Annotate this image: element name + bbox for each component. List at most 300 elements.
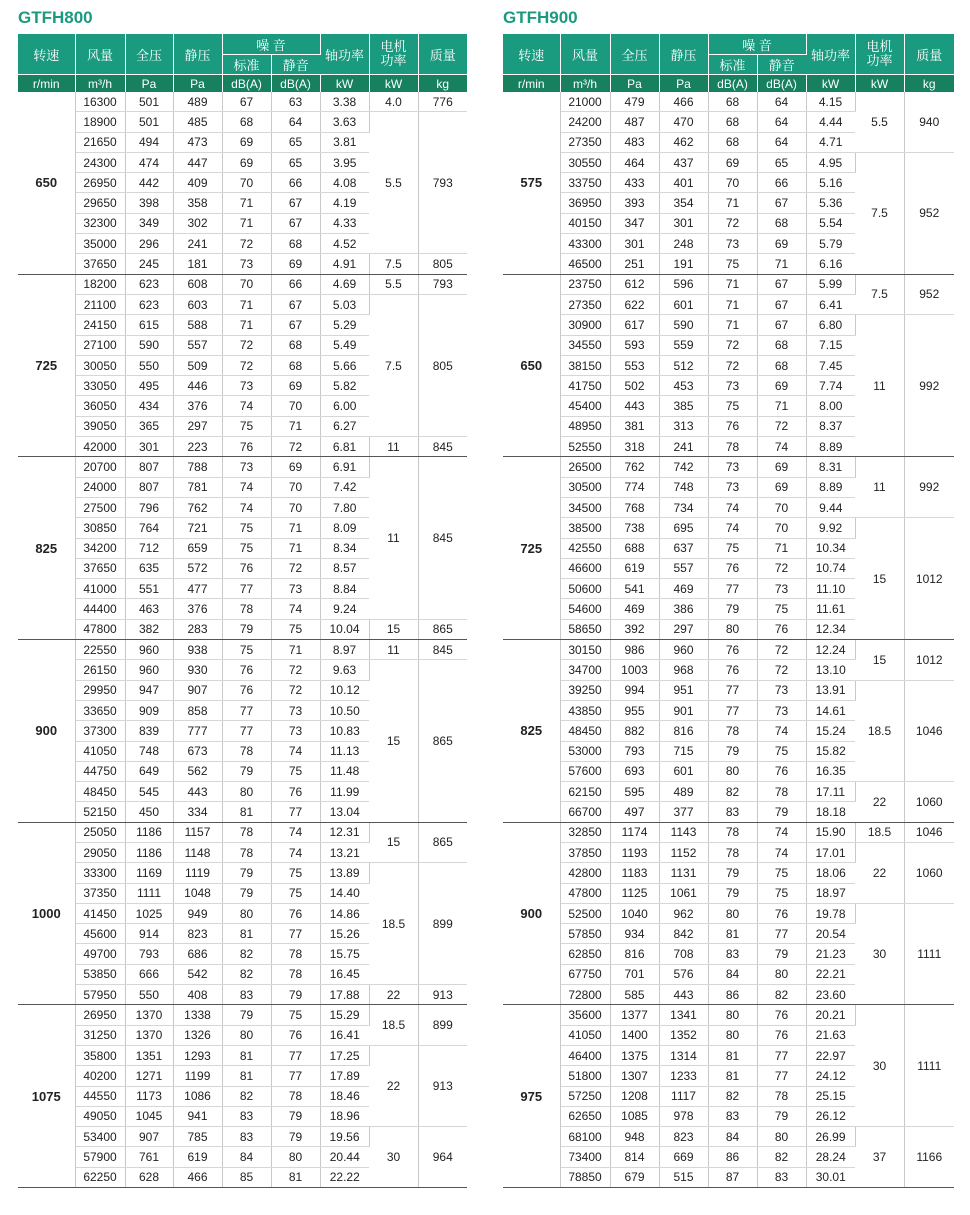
motor-power-cell: 7.5 (369, 294, 418, 436)
static-pressure-cell: 734 (659, 497, 708, 517)
total-pressure-cell: 748 (125, 741, 173, 761)
static-pressure-cell: 559 (659, 335, 708, 355)
noise-standard-cell: 81 (222, 924, 271, 944)
airflow-cell: 45600 (75, 924, 125, 944)
noise-standard-cell: 76 (708, 416, 757, 436)
shaft-power-cell: 4.08 (320, 173, 369, 193)
static-pressure-cell: 515 (659, 1167, 708, 1187)
total-pressure-cell: 628 (125, 1167, 173, 1187)
total-pressure-cell: 762 (610, 457, 659, 477)
motor-power-cell: 30 (369, 1127, 418, 1188)
noise-standard-cell: 76 (708, 640, 757, 660)
noise-quiet-cell: 78 (757, 782, 806, 802)
static-pressure-cell: 1352 (659, 1025, 708, 1045)
noise-standard-cell: 80 (708, 1005, 757, 1025)
airflow-cell: 53000 (560, 741, 610, 761)
static-pressure-cell: 477 (173, 579, 222, 599)
shaft-power-cell: 22.97 (806, 1045, 855, 1065)
noise-quiet-cell: 75 (757, 741, 806, 761)
static-pressure-cell: 437 (659, 152, 708, 172)
airflow-cell: 46500 (560, 254, 610, 274)
noise-quiet-cell: 70 (271, 396, 320, 416)
table-row (503, 457, 954, 477)
shaft-power-cell: 3.38 (320, 92, 369, 112)
total-pressure-cell: 994 (610, 680, 659, 700)
total-pressure-cell: 541 (610, 579, 659, 599)
airflow-cell: 48950 (560, 416, 610, 436)
noise-standard-cell: 73 (222, 254, 271, 274)
noise-quiet-cell: 76 (757, 619, 806, 639)
total-pressure-cell: 774 (610, 477, 659, 497)
airflow-cell: 32850 (560, 822, 610, 842)
noise-quiet-cell: 73 (757, 680, 806, 700)
noise-quiet-cell: 75 (757, 599, 806, 619)
noise-quiet-cell: 77 (757, 1045, 806, 1065)
static-pressure-cell: 721 (173, 518, 222, 538)
static-pressure-cell: 181 (173, 254, 222, 274)
static-pressure-cell: 941 (173, 1106, 222, 1126)
noise-quiet-cell: 80 (757, 1127, 806, 1147)
static-pressure-cell: 1326 (173, 1025, 222, 1045)
static-pressure-cell: 951 (659, 680, 708, 700)
static-pressure-cell: 248 (659, 234, 708, 254)
noise-quiet-cell: 72 (271, 660, 320, 680)
airflow-cell: 36950 (560, 193, 610, 213)
noise-quiet-cell: 71 (271, 640, 320, 660)
airflow-cell: 33300 (75, 863, 125, 883)
shaft-power-cell: 18.18 (806, 802, 855, 822)
noise-quiet-cell: 68 (757, 335, 806, 355)
static-pressure-cell: 1157 (173, 822, 222, 842)
total-pressure-cell: 1400 (610, 1025, 659, 1045)
total-pressure-cell: 1375 (610, 1045, 659, 1065)
mass-cell: 913 (418, 985, 467, 1005)
unit-cell: Pa (659, 75, 708, 93)
noise-quiet-cell: 80 (757, 964, 806, 984)
airflow-cell: 18200 (75, 274, 125, 294)
static-pressure-cell: 1148 (173, 842, 222, 862)
noise-standard-cell: 79 (708, 741, 757, 761)
static-pressure-cell: 762 (173, 497, 222, 517)
noise-quiet-cell: 69 (757, 376, 806, 396)
shaft-power-cell: 9.44 (806, 497, 855, 517)
mass-cell: 992 (904, 457, 954, 518)
unit-cell: m³/h (75, 75, 125, 93)
noise-standard-cell: 69 (222, 152, 271, 172)
shaft-power-cell: 16.45 (320, 964, 369, 984)
mass-cell: 865 (418, 822, 467, 863)
unit-cell: kW (806, 75, 855, 93)
airflow-cell: 37650 (75, 558, 125, 578)
airflow-cell: 25050 (75, 822, 125, 842)
airflow-cell: 42000 (75, 437, 125, 457)
total-pressure-cell: 1111 (125, 883, 173, 903)
shaft-power-cell: 15.26 (320, 924, 369, 944)
noise-standard-cell: 78 (708, 721, 757, 741)
shaft-power-cell: 17.89 (320, 1066, 369, 1086)
airflow-cell: 52500 (560, 903, 610, 923)
header-total-pressure: 全压 (125, 34, 173, 75)
total-pressure-cell: 545 (125, 782, 173, 802)
airflow-cell: 44750 (75, 761, 125, 781)
airflow-cell: 57850 (560, 924, 610, 944)
noise-standard-cell: 71 (708, 193, 757, 213)
header-noise-quiet: 静音 (271, 55, 320, 75)
airflow-cell: 21650 (75, 132, 125, 152)
airflow-cell: 27350 (560, 294, 610, 314)
unit-cell: kW (369, 75, 418, 93)
noise-standard-cell: 83 (222, 1106, 271, 1126)
static-pressure-cell: 241 (173, 234, 222, 254)
noise-standard-cell: 71 (708, 315, 757, 335)
motor-power-cell: 11 (369, 640, 418, 660)
header-noise-standard: 标准 (222, 55, 271, 75)
shaft-power-cell: 8.09 (320, 518, 369, 538)
noise-quiet-cell: 82 (757, 1147, 806, 1167)
noise-quiet-cell: 67 (271, 213, 320, 233)
table-row (18, 1005, 467, 1025)
speed-cell: 650 (18, 92, 75, 274)
airflow-cell: 54600 (560, 599, 610, 619)
total-pressure-cell: 1040 (610, 903, 659, 923)
airflow-cell: 33750 (560, 173, 610, 193)
total-pressure-cell: 701 (610, 964, 659, 984)
noise-quiet-cell: 77 (271, 924, 320, 944)
mass-cell: 940 (904, 92, 954, 152)
airflow-cell: 33050 (75, 376, 125, 396)
total-pressure-cell: 245 (125, 254, 173, 274)
airflow-cell: 26150 (75, 660, 125, 680)
noise-standard-cell: 72 (222, 335, 271, 355)
mass-cell: 845 (418, 437, 467, 457)
motor-power-cell: 30 (855, 1005, 904, 1127)
shaft-power-cell: 8.89 (806, 477, 855, 497)
table-row (503, 640, 954, 660)
shaft-power-cell: 17.88 (320, 985, 369, 1005)
total-pressure-cell: 914 (125, 924, 173, 944)
total-pressure-cell: 550 (125, 985, 173, 1005)
shaft-power-cell: 9.63 (320, 660, 369, 680)
noise-quiet-cell: 70 (271, 477, 320, 497)
header-static-pressure: 静压 (659, 34, 708, 75)
static-pressure-cell: 385 (659, 396, 708, 416)
noise-quiet-cell: 65 (271, 132, 320, 152)
noise-standard-cell: 78 (222, 842, 271, 862)
shaft-power-cell: 16.35 (806, 761, 855, 781)
noise-standard-cell: 85 (222, 1167, 271, 1187)
noise-standard-cell: 80 (708, 619, 757, 639)
shaft-power-cell: 18.97 (806, 883, 855, 903)
total-pressure-cell: 585 (610, 985, 659, 1005)
shaft-power-cell: 19.78 (806, 903, 855, 923)
noise-quiet-cell: 77 (271, 1045, 320, 1065)
total-pressure-cell: 398 (125, 193, 173, 213)
airflow-cell: 57600 (560, 761, 610, 781)
table-row (503, 92, 954, 112)
motor-power-cell: 22 (369, 985, 418, 1005)
airflow-cell: 29950 (75, 680, 125, 700)
noise-standard-cell: 67 (222, 92, 271, 112)
total-pressure-cell: 807 (125, 477, 173, 497)
airflow-cell: 47800 (75, 619, 125, 639)
noise-standard-cell: 83 (222, 1127, 271, 1147)
static-pressure-cell: 608 (173, 274, 222, 294)
noise-standard-cell: 80 (222, 1025, 271, 1045)
airflow-cell: 30050 (75, 355, 125, 375)
static-pressure-cell: 297 (659, 619, 708, 639)
noise-quiet-cell: 76 (757, 1005, 806, 1025)
mass-cell: 1060 (904, 782, 954, 823)
static-pressure-cell: 1143 (659, 822, 708, 842)
shaft-power-cell: 6.81 (320, 437, 369, 457)
table-row (18, 1045, 467, 1065)
noise-standard-cell: 86 (708, 985, 757, 1005)
shaft-power-cell: 4.33 (320, 213, 369, 233)
static-pressure-cell: 960 (659, 640, 708, 660)
total-pressure-cell: 816 (610, 944, 659, 964)
noise-standard-cell: 84 (222, 1147, 271, 1167)
total-pressure-cell: 469 (610, 599, 659, 619)
shaft-power-cell: 5.79 (806, 234, 855, 254)
noise-quiet-cell: 78 (271, 1086, 320, 1106)
static-pressure-cell: 601 (659, 294, 708, 314)
static-pressure-cell: 1341 (659, 1005, 708, 1025)
motor-power-cell: 18.5 (855, 680, 904, 781)
shaft-power-cell: 4.15 (806, 92, 855, 112)
shaft-power-cell: 15.24 (806, 721, 855, 741)
airflow-cell: 48450 (75, 782, 125, 802)
table-row (18, 640, 467, 660)
shaft-power-cell: 13.04 (320, 802, 369, 822)
mass-cell: 865 (418, 660, 467, 822)
shaft-power-cell: 10.34 (806, 538, 855, 558)
noise-quiet-cell: 69 (757, 477, 806, 497)
airflow-cell: 34700 (560, 660, 610, 680)
motor-power-cell: 5.5 (855, 92, 904, 152)
unit-cell: Pa (173, 75, 222, 93)
noise-standard-cell: 77 (222, 700, 271, 720)
airflow-cell: 34550 (560, 335, 610, 355)
total-pressure-cell: 1045 (125, 1106, 173, 1126)
table-row (18, 1127, 467, 1147)
total-pressure-cell: 443 (610, 396, 659, 416)
shaft-power-cell: 15.82 (806, 741, 855, 761)
static-pressure-cell: 557 (659, 558, 708, 578)
table-row (503, 782, 954, 802)
speed-cell: 900 (18, 640, 75, 823)
total-pressure-cell: 1174 (610, 822, 659, 842)
shaft-power-cell: 7.42 (320, 477, 369, 497)
mass-cell: 793 (418, 112, 467, 254)
shaft-power-cell: 6.00 (320, 396, 369, 416)
noise-standard-cell: 72 (708, 213, 757, 233)
total-pressure-cell: 1377 (610, 1005, 659, 1025)
noise-quiet-cell: 71 (271, 538, 320, 558)
header-motor-power: 电机 功率 (855, 34, 904, 75)
static-pressure-cell: 715 (659, 741, 708, 761)
noise-standard-cell: 75 (222, 518, 271, 538)
noise-quiet-cell: 68 (757, 213, 806, 233)
speed-cell: 975 (503, 1005, 560, 1188)
airflow-cell: 26500 (560, 457, 610, 477)
motor-power-cell: 18.5 (369, 863, 418, 985)
static-pressure-cell: 962 (659, 903, 708, 923)
airflow-cell: 27500 (75, 497, 125, 517)
noise-quiet-cell: 67 (757, 294, 806, 314)
shaft-power-cell: 4.52 (320, 234, 369, 254)
noise-quiet-cell: 71 (757, 254, 806, 274)
airflow-cell: 41000 (75, 579, 125, 599)
motor-power-cell: 4.0 (369, 92, 418, 112)
mass-cell: 1012 (904, 518, 954, 640)
shaft-power-cell: 8.00 (806, 396, 855, 416)
table-body (503, 92, 954, 1188)
noise-quiet-cell: 69 (757, 234, 806, 254)
static-pressure-cell: 1314 (659, 1045, 708, 1065)
airflow-cell: 41050 (560, 1025, 610, 1045)
motor-power-cell: 11 (369, 437, 418, 457)
airflow-cell: 34200 (75, 538, 125, 558)
noise-quiet-cell: 67 (271, 315, 320, 335)
shaft-power-cell: 11.13 (320, 741, 369, 761)
static-pressure-cell: 542 (173, 964, 222, 984)
noise-quiet-cell: 73 (271, 700, 320, 720)
shaft-power-cell: 6.80 (806, 315, 855, 335)
shaft-power-cell: 20.44 (320, 1147, 369, 1167)
noise-standard-cell: 73 (222, 457, 271, 477)
airflow-cell: 34500 (560, 497, 610, 517)
airflow-cell: 29050 (75, 842, 125, 862)
shaft-power-cell: 19.56 (320, 1127, 369, 1147)
noise-quiet-cell: 79 (271, 1106, 320, 1126)
total-pressure-cell: 464 (610, 152, 659, 172)
table-title: GTFH800 (18, 8, 93, 27)
shaft-power-cell: 3.63 (320, 112, 369, 132)
total-pressure-cell: 615 (125, 315, 173, 335)
noise-standard-cell: 78 (222, 599, 271, 619)
header-motor-power: 电机 功率 (369, 34, 418, 75)
airflow-cell: 18900 (75, 112, 125, 132)
total-pressure-cell: 649 (125, 761, 173, 781)
noise-quiet-cell: 74 (757, 822, 806, 842)
noise-quiet-cell: 71 (271, 416, 320, 436)
noise-quiet-cell: 82 (757, 985, 806, 1005)
total-pressure-cell: 442 (125, 173, 173, 193)
airflow-cell: 57250 (560, 1086, 610, 1106)
total-pressure-cell: 551 (125, 579, 173, 599)
airflow-cell: 73400 (560, 1147, 610, 1167)
speed-cell: 725 (18, 274, 75, 457)
total-pressure-cell: 934 (610, 924, 659, 944)
airflow-cell: 52150 (75, 802, 125, 822)
table-row (18, 619, 467, 639)
airflow-cell: 51800 (560, 1066, 610, 1086)
noise-quiet-cell: 71 (757, 396, 806, 416)
airflow-cell: 24200 (560, 112, 610, 132)
static-pressure-cell: 1199 (173, 1066, 222, 1086)
shaft-power-cell: 5.36 (806, 193, 855, 213)
noise-standard-cell: 79 (222, 619, 271, 639)
airflow-cell: 33650 (75, 700, 125, 720)
static-pressure-cell: 509 (173, 355, 222, 375)
noise-quiet-cell: 75 (271, 863, 320, 883)
noise-quiet-cell: 76 (757, 761, 806, 781)
noise-quiet-cell: 73 (271, 721, 320, 741)
noise-standard-cell: 74 (708, 518, 757, 538)
static-pressure-cell: 673 (173, 741, 222, 761)
noise-quiet-cell: 79 (757, 1106, 806, 1126)
shaft-power-cell: 8.37 (806, 416, 855, 436)
static-pressure-cell: 489 (659, 782, 708, 802)
noise-standard-cell: 80 (708, 903, 757, 923)
static-pressure-cell: 781 (173, 477, 222, 497)
shaft-power-cell: 18.06 (806, 863, 855, 883)
static-pressure-cell: 301 (659, 213, 708, 233)
speed-cell: 900 (503, 822, 560, 1005)
noise-quiet-cell: 74 (757, 437, 806, 457)
total-pressure-cell: 593 (610, 335, 659, 355)
total-pressure-cell: 960 (125, 640, 173, 660)
noise-standard-cell: 77 (708, 579, 757, 599)
total-pressure-cell: 796 (125, 497, 173, 517)
header-noise: 噪 音 (222, 34, 320, 55)
total-pressure-cell: 693 (610, 761, 659, 781)
noise-standard-cell: 78 (222, 822, 271, 842)
noise-standard-cell: 75 (708, 254, 757, 274)
noise-quiet-cell: 72 (271, 437, 320, 457)
noise-standard-cell: 83 (708, 802, 757, 822)
total-pressure-cell: 553 (610, 355, 659, 375)
motor-power-cell: 15 (855, 640, 904, 681)
speed-cell: 575 (503, 92, 560, 274)
noise-standard-cell: 86 (708, 1147, 757, 1167)
noise-standard-cell: 71 (222, 294, 271, 314)
static-pressure-cell: 469 (659, 579, 708, 599)
noise-quiet-cell: 71 (757, 538, 806, 558)
static-pressure-cell: 462 (659, 132, 708, 152)
shaft-power-cell: 22.22 (320, 1167, 369, 1187)
noise-quiet-cell: 74 (271, 822, 320, 842)
shaft-power-cell: 24.12 (806, 1066, 855, 1086)
table-row (18, 92, 467, 112)
airflow-cell: 38500 (560, 518, 610, 538)
noise-quiet-cell: 83 (757, 1167, 806, 1187)
total-pressure-cell: 619 (610, 558, 659, 578)
noise-standard-cell: 87 (708, 1167, 757, 1187)
static-pressure-cell: 1061 (659, 883, 708, 903)
shaft-power-cell: 4.95 (806, 152, 855, 172)
static-pressure-cell: 823 (173, 924, 222, 944)
static-pressure-cell: 313 (659, 416, 708, 436)
mass-cell: 865 (418, 619, 467, 639)
total-pressure-cell: 1186 (125, 822, 173, 842)
static-pressure-cell: 512 (659, 355, 708, 375)
noise-standard-cell: 79 (222, 863, 271, 883)
total-pressure-cell: 907 (125, 1127, 173, 1147)
noise-quiet-cell: 69 (271, 376, 320, 396)
static-pressure-cell: 708 (659, 944, 708, 964)
airflow-cell: 57950 (75, 985, 125, 1005)
static-pressure-cell: 447 (173, 152, 222, 172)
total-pressure-cell: 793 (610, 741, 659, 761)
static-pressure-cell: 443 (659, 985, 708, 1005)
noise-quiet-cell: 79 (271, 1127, 320, 1147)
noise-standard-cell: 74 (708, 497, 757, 517)
motor-power-cell: 11 (855, 315, 904, 457)
total-pressure-cell: 318 (610, 437, 659, 457)
total-pressure-cell: 501 (125, 112, 173, 132)
shaft-power-cell: 13.21 (320, 842, 369, 862)
